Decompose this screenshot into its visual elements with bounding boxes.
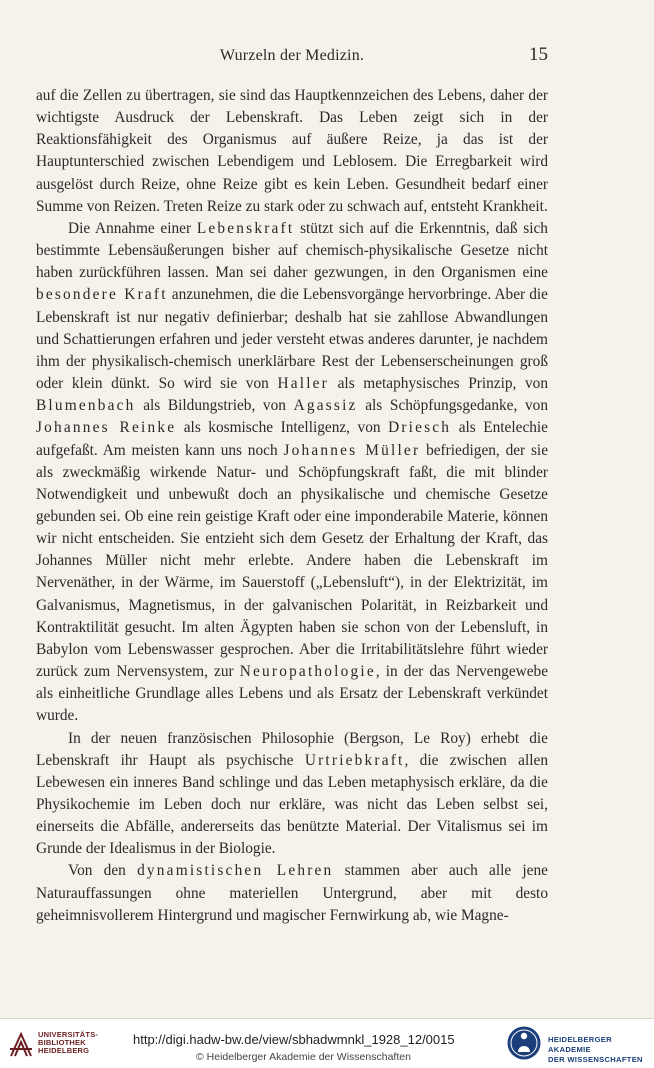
viewer-footer (0, 1018, 654, 1068)
university-library-logo-icon (8, 1029, 34, 1059)
body-text (36, 85, 548, 927)
university-library-name (38, 1031, 98, 1055)
text-run: als kosmische Intelligenz, von (176, 419, 389, 437)
text-run: , die zwischen allen Lebewesen ein inneres Band schlinge und das Leben metaphysisch erkläre, da die Physikochemie im Leben doch nur erkläre, was nicht das Leben selbst sei, einerseits die Abfälle, andererseits das benützte Material. Der Vitalismus sei im Grunde der Idealismus in der Biologie. (36, 751, 548, 858)
text-run: befriedigen, der sie als zweckmäßig wirkende Natur- und Schöpfungskraft faßt, die mit blinder Notwendigkeit und unbewußt doch an physikalische und chemische Gesetze gebunden sei. Ob eine rein geistige Kraft oder eine imponderabile Materie, können wir nicht entscheiden. Sie entzieht sich dem Gesetz der Erhaltung der Kraft, das Johannes Müller nicht mehr erlebte. Andere haben die Lebenskraft im Nervenäther, in der Wärme, im Sauerstoff („Lebensluft“), in der Elektrizität, im Galvanismus, Magnetismus, in der galvanischen Polarität, in Reizbarkeit und Kontraktilität gesucht. Im alten Ägypten haben sie schon von der Lebensluft, in Babylon vom Lebenswasser gesprochen. Aber die Irritabilitätslehre führt wieder zurück zum Nervensystem, zur (36, 441, 549, 681)
text-run: Die Annahme einer (68, 219, 197, 237)
haw-line-2: DER WISSENSCHAFTEN (548, 1055, 643, 1064)
paragraph-2 (36, 218, 548, 728)
ub-line-1: UNIVERSITÄTS- (38, 1030, 99, 1039)
emphasis-neuropathologie: Neuropathologie (239, 663, 376, 681)
emphasis-agassiz: Agassiz (293, 397, 358, 415)
text-run: als Bildungstrieb, von (135, 397, 294, 415)
academy-seal-icon (506, 1025, 542, 1061)
text-run: stützt sich auf die Erkenntnis, daß sich bestimmte Lebensäußerungen bisher auf chemisch-physikalische Gesetze nicht haben zurückführen lassen. Man sei daher gezwungen, in den Organismen eine (36, 219, 548, 282)
text-run: In der neuen französischen Philosophie (Bergson, Le Roy) erhebt die Lebenskraft ihr Haupt als psychische (36, 729, 548, 769)
haw-line-1: HEIDELBERGER AKADEMIE (548, 1035, 612, 1054)
permalink-url[interactable]: http://digi.hadw-bw.de/view/sbhadwmnkl_1928_12/0015 (133, 1032, 455, 1047)
emphasis-blumenbach: Blumenbach (36, 397, 136, 415)
page-header (36, 44, 548, 70)
emphasis-johannes-mueller: Johannes Müller (283, 441, 421, 459)
paragraph-3 (36, 728, 548, 861)
paragraph-1: auf die Zellen zu übertragen, sie sind das Hauptkennzeichen des Lebens, daher der wichtigste Ausdruck der Lebenskraft. Das Leben zeigt sich in der Reaktionsfähigkeit des Organismus auf äußere Reize, ja das ist der Hauptunterschied zwischen Lebendigem und Leblosem. Die Erregbarkeit wird ausgelöst durch Reize, ohne Reize gibt es kein Leben. Gesundheit bedarf einer Summe von Reizen. Treten Reize zu stark oder zu schwach auf, entsteht Krankheit. (36, 87, 548, 215)
text-run: anzunehmen, die die Lebensvorgänge hervorbringe. Aber die Lebenskraft ist nur negativ definierbar; deshalb hat sie zahllose Abwandlungen und Schattierungen erfahren und jeder versteht etwas anderes darunter, je nachdem ihm der physikalisch-chemisch unerklärbare Rest der Lebenserscheinungen groß oder klein dünkt. So wird sie von (36, 286, 548, 393)
emphasis-dynamistischen-lehren: dynamistischen Lehren (137, 862, 334, 880)
text-run: Von den (68, 862, 138, 880)
text-run: als Schöpfungsgedanke, von (357, 397, 548, 415)
text-run: , in der das Nervengewebe als einheitliche Grundlage alles Lebens und als Ersatz der Lebenskraft verkündet wurde. (36, 663, 549, 725)
academy-name (548, 1035, 654, 1065)
emphasis-besondere-kraft: besondere Kraft (36, 286, 168, 304)
emphasis-johannes-reinke: Johannes Reinke (36, 419, 177, 437)
emphasis-urtriebkraft: Urtriebkraft (304, 751, 405, 769)
text-run: als metaphysisches Prinzip, von (329, 375, 548, 393)
text-run: stammen aber auch alle jene Naturauffassungen ohne materiellen Untergrund, aber mit desto geheimnisvollerem Hintergrund und magischer Fernwirkung ab, wie Magne- (36, 862, 548, 924)
emphasis-driesch: Driesch (388, 419, 452, 437)
text-run: als Entelechie aufgefaßt. Am meisten kann uns noch (36, 419, 548, 459)
ub-line-2: BIBLIOTHEK (38, 1038, 86, 1047)
ub-line-3: HEIDELBERG (38, 1046, 90, 1055)
page-number: 15 (529, 44, 548, 65)
paragraph-4 (36, 860, 548, 926)
emphasis-lebenskraft: Lebenskraft (196, 219, 295, 237)
running-title: Wurzeln der Medizin. (219, 47, 365, 64)
emphasis-haller: Haller (277, 375, 329, 393)
copyright-notice: © Heidelberger Akademie der Wissenschaften (196, 1051, 411, 1063)
